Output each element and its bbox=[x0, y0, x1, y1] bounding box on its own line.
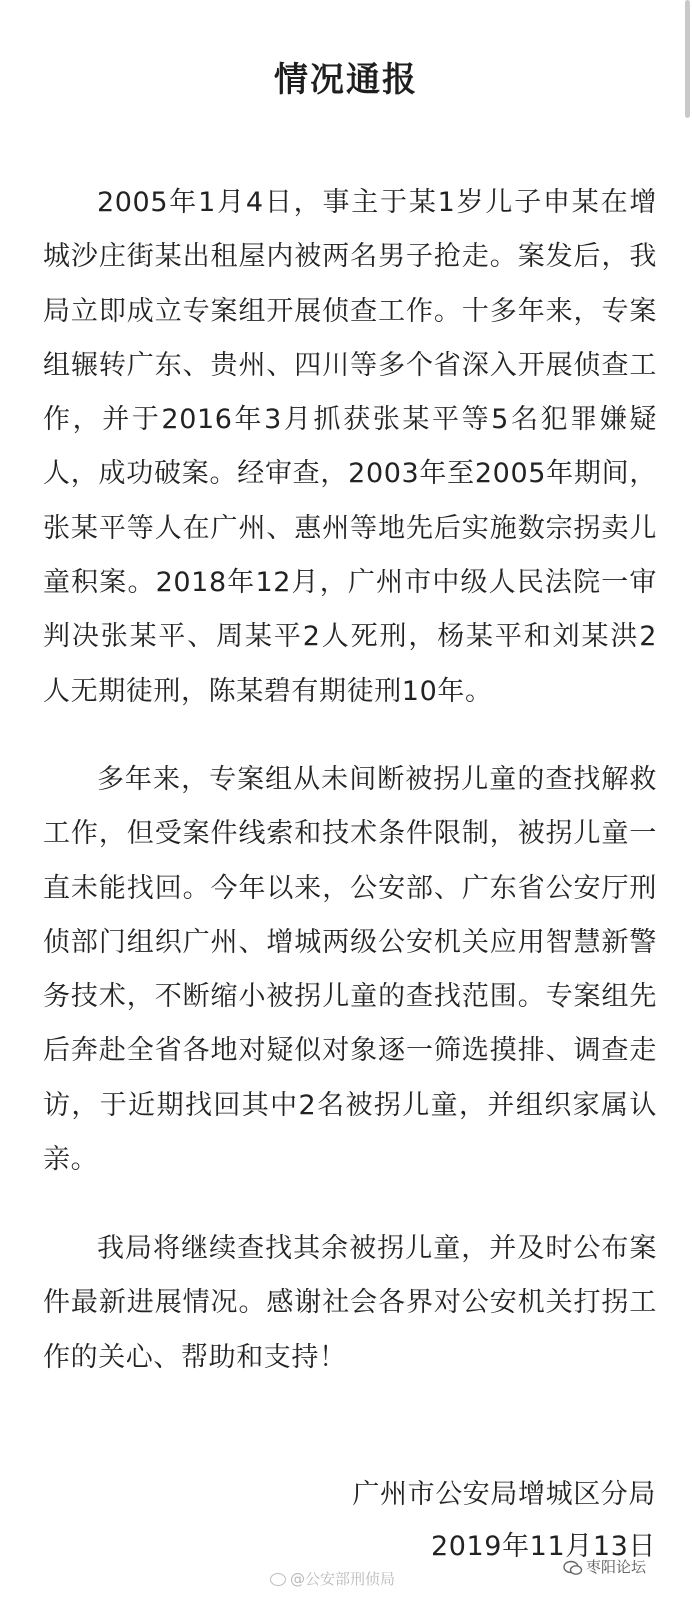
source-watermark bbox=[563, 1556, 646, 1577]
signature-date: 2019年11月13日 bbox=[430, 1531, 656, 1562]
source-watermark-text: 枣阳论坛 bbox=[586, 1558, 647, 1576]
document-title: 情况通报 bbox=[274, 60, 418, 100]
paragraph-closing: 我局将继续查找其余被拐儿童，并及时公布案件最新进展情况。感谢社会各界对公安机关打拐工作的关心、帮助和支持！ bbox=[43, 1233, 657, 1373]
weibo-watermark bbox=[270, 1568, 395, 1589]
wechat-bubble-icon bbox=[563, 1560, 583, 1576]
weibo-watermark-text: @公安部刑侦局 bbox=[290, 1570, 396, 1588]
paragraph-rescue-work: 多年来，专案组从未间断被拐儿童的查找解救工作，但受案件线索和技术条件限制，被拐儿童一直未能找回。今年以来，公安部、广东省公安厅刑侦部门组织广州、增城两级公安机关应用智慧新警务技术，不断缩小被拐儿童的查找范围。专案组先后奔赴全省各地对疑似对象逐一筛选摸排、调查走访，于近期找回其中2名被拐儿童，并组织家属认亲。 bbox=[43, 764, 657, 1176]
signature-organization: 广州市公安局增城区分局 bbox=[352, 1479, 656, 1510]
paragraph-case-summary: 2005年1月4日，事主于某1岁儿子申某在增城沙庄街某出租屋内被两名男子抢走。案发后，我局立即成立专案组开展侦查工作。十多年来，专案组辗转广东、贵州、四川等多个省深入开展侦查工作，并于2016年3月抓获张某平等5名犯罪嫌疑人，成功破案。经审查，2003年至2005年期间，张某平等人在广州、惠州等地先后实施数宗拐卖儿童积案。2018年12月，广州市中级人民法院一审判决张某平、周某平2人死刑，杨某平和刘某洪2人无期徒刑，陈某碧有期徒刑10年。 bbox=[43, 187, 657, 707]
weibo-icon bbox=[270, 1573, 286, 1586]
